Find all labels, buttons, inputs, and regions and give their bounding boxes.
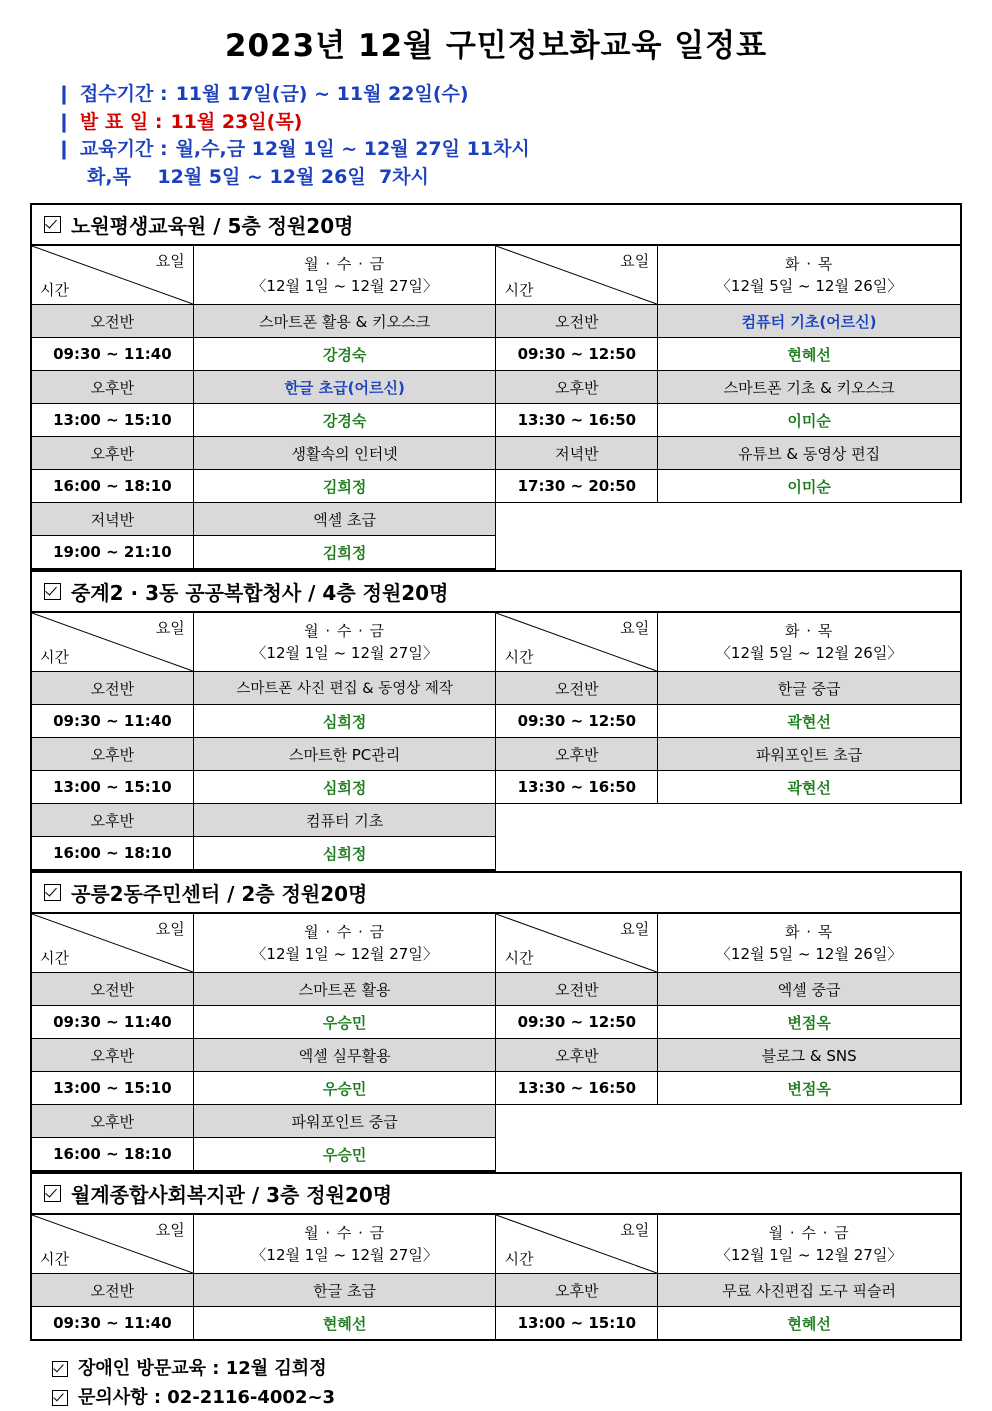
session-teacher: 현혜선	[193, 1307, 496, 1341]
session-course	[193, 1039, 496, 1072]
info-value-reception: 11월 17일(금) ~ 11월 22일(수)	[175, 83, 469, 105]
course-name: 엑셀 초급	[313, 510, 376, 529]
session-label: 오전반	[31, 305, 193, 338]
session-label: 오후반	[31, 1039, 193, 1072]
table-row	[31, 338, 961, 371]
footer-line-visit	[52, 1355, 962, 1382]
session-teacher: 심희정	[193, 837, 496, 871]
header-label-day: 요일	[620, 252, 650, 271]
session-course	[658, 973, 961, 1006]
table-row	[31, 771, 961, 804]
header-label-time: 시간	[504, 1250, 534, 1269]
section-header	[30, 871, 962, 912]
session-course	[658, 1274, 961, 1307]
schedule-section	[30, 203, 962, 570]
course-name: 스마트폰 사진 편집 & 동영상 제작	[236, 680, 453, 697]
header-days: 화 · 목	[784, 922, 834, 941]
header-diagonal-cell	[496, 913, 658, 973]
session-teacher: 우승민	[193, 1138, 496, 1172]
session-time: 09:30 ~ 11:40	[31, 705, 193, 738]
session-teacher: 곽현선	[658, 771, 961, 804]
session-teacher: 우승민	[193, 1006, 496, 1039]
header-day-range	[658, 1214, 961, 1274]
session-time: 16:00 ~ 18:10	[31, 470, 193, 503]
table-header-row	[31, 1214, 961, 1274]
session-time: 13:30 ~ 16:50	[496, 404, 658, 437]
table-header-row	[31, 245, 961, 305]
section-header	[30, 1172, 962, 1213]
session-teacher: 변점옥	[658, 1072, 961, 1105]
header-label-time: 시간	[504, 281, 534, 300]
table-row	[31, 738, 961, 771]
info-line-period	[56, 136, 962, 164]
session-time: 13:00 ~ 15:10	[496, 1307, 658, 1341]
session-course	[193, 973, 496, 1006]
table-row	[31, 1274, 961, 1307]
empty-cell	[496, 1105, 658, 1138]
course-name: 무료 사진편집 도구 픽슬러	[722, 1281, 896, 1300]
info-line-announcement	[56, 109, 962, 137]
header-days: 월 · 수 · 금	[304, 922, 386, 941]
session-course	[193, 804, 496, 837]
footer-text-contact: 문의사항 : 02-2116-4002~3	[78, 1387, 336, 1409]
course-name: 유튜브 & 동영상 편집	[738, 444, 881, 463]
empty-cell	[496, 503, 658, 536]
schedule-table	[30, 912, 962, 1172]
session-course	[193, 1105, 496, 1138]
session-course	[193, 738, 496, 771]
info-label-reception: 접수기간 :	[79, 83, 168, 105]
table-row	[31, 1006, 961, 1039]
session-course	[658, 1039, 961, 1072]
checkbox-icon	[44, 583, 61, 600]
session-teacher: 이미순	[658, 470, 961, 503]
table-row	[31, 437, 961, 470]
course-name: 엑셀 중급	[777, 980, 841, 999]
session-label: 저녁반	[496, 437, 658, 470]
session-label: 오전반	[31, 973, 193, 1006]
course-name: 스마트한 PC관리	[289, 745, 401, 764]
course-name: 스마트폰 기초 & 키오스크	[723, 378, 895, 397]
header-days: 월 · 수 · 금	[304, 621, 386, 640]
session-label: 오후반	[496, 371, 658, 404]
session-time: 13:00 ~ 15:10	[31, 771, 193, 804]
empty-cell	[658, 1105, 961, 1138]
session-teacher: 심희정	[193, 771, 496, 804]
footer-text-visit: 장애인 방문교육 : 12월 김희정	[78, 1358, 327, 1380]
header-date-range: 〈12월 1일 ~ 12월 27일〉	[251, 945, 438, 964]
table-row	[31, 672, 961, 705]
session-label: 오후반	[31, 437, 193, 470]
header-label-day: 요일	[155, 252, 185, 271]
checkbox-icon	[44, 216, 61, 233]
section-header	[30, 203, 962, 244]
schedule-table	[30, 611, 962, 871]
empty-cell	[658, 837, 961, 871]
table-row	[31, 973, 961, 1006]
header-date-range: 〈12월 1일 ~ 12월 27일〉	[715, 1246, 903, 1265]
schedule-table	[30, 1213, 962, 1341]
session-label: 저녁반	[31, 503, 193, 536]
header-date-range: 〈12월 5일 ~ 12월 26일〉	[715, 277, 903, 296]
session-course	[658, 437, 961, 470]
session-label: 오전반	[496, 672, 658, 705]
course-name: 스마트폰 활용	[298, 980, 391, 999]
header-diagonal-cell	[496, 245, 658, 305]
session-label: 오전반	[496, 305, 658, 338]
session-course	[658, 371, 961, 404]
header-date-range: 〈12월 1일 ~ 12월 27일〉	[251, 644, 438, 663]
schedule-table	[30, 244, 962, 570]
session-course	[193, 1274, 496, 1307]
info-block	[56, 81, 962, 191]
header-days: 화 · 목	[784, 621, 834, 640]
session-teacher: 현혜선	[658, 1307, 961, 1341]
header-day-range	[193, 245, 496, 305]
course-name: 컴퓨터 기초	[306, 811, 384, 830]
empty-cell	[496, 837, 658, 871]
section-header	[30, 570, 962, 611]
empty-cell	[658, 536, 961, 570]
empty-cell	[658, 804, 961, 837]
session-label: 오전반	[31, 1274, 193, 1307]
bullet-icon: ❙	[56, 83, 72, 105]
table-row	[31, 705, 961, 738]
footer-line-contact	[52, 1384, 962, 1411]
header-date-range: 〈12월 1일 ~ 12월 27일〉	[251, 277, 438, 296]
section-title: 중계2 · 3동 공공복합청사 / 4층 정원20명	[71, 581, 449, 606]
info-value-announcement: 11월 23일(목)	[170, 110, 303, 133]
course-name: 파워포인트 초급	[756, 745, 863, 764]
course-name: 한글 초급(어르신)	[284, 378, 405, 397]
header-days: 월 · 수 · 금	[304, 254, 386, 273]
empty-cell	[658, 1138, 961, 1172]
course-name: 컴퓨터 기초(어르신)	[741, 312, 877, 331]
header-label-day: 요일	[620, 920, 650, 939]
info-value-period: 월,수,금 12월 1일 ~ 12월 27일 11차시	[175, 138, 530, 161]
header-date-range: 〈12월 5일 ~ 12월 26일〉	[715, 644, 903, 663]
header-label-time: 시간	[40, 281, 69, 300]
session-course	[193, 503, 496, 536]
course-name: 한글 중급	[777, 679, 841, 698]
table-row	[31, 305, 961, 338]
table-row	[31, 536, 961, 570]
page-title: 2023년 12월 구민정보화교육 일정표	[224, 28, 768, 64]
schedule-section	[30, 570, 962, 871]
table-row	[31, 371, 961, 404]
course-name: 블로그 & SNS	[761, 1046, 857, 1065]
course-name: 한글 초급	[313, 1281, 376, 1300]
info-sub-period: 화,목 12월 5일 ~ 12월 26일 7차시	[87, 165, 429, 188]
header-days: 월 · 수 · 금	[304, 1223, 386, 1242]
header-day-range	[658, 612, 961, 672]
session-teacher: 강경숙	[193, 404, 496, 437]
section-title: 월계종합사회복지관 / 3층 정원20명	[71, 1183, 393, 1208]
session-teacher: 이미순	[658, 404, 961, 437]
header-label-time: 시간	[504, 648, 534, 667]
checkbox-icon	[44, 884, 61, 901]
header-label-day: 요일	[620, 619, 650, 638]
header-day-range	[193, 612, 496, 672]
header-days: 월 · 수 · 금	[768, 1223, 850, 1242]
session-time: 09:30 ~ 12:50	[496, 1006, 658, 1039]
session-label: 오후반	[496, 738, 658, 771]
header-diagonal-cell	[31, 1214, 193, 1274]
schedule-section	[30, 1172, 962, 1341]
session-teacher: 곽현선	[658, 705, 961, 738]
session-time: 09:30 ~ 11:40	[31, 1307, 193, 1341]
header-date-range: 〈12월 5일 ~ 12월 26일〉	[715, 945, 903, 964]
header-label-day: 요일	[620, 1221, 650, 1240]
session-teacher: 심희정	[193, 705, 496, 738]
info-line-reception	[56, 81, 962, 109]
session-label: 오후반	[496, 1039, 658, 1072]
table-row	[31, 837, 961, 871]
empty-cell	[496, 1138, 658, 1172]
session-time: 16:00 ~ 18:10	[31, 837, 193, 871]
table-row	[31, 503, 961, 536]
header-label-time: 시간	[504, 949, 534, 968]
header-diagonal-cell	[31, 612, 193, 672]
session-time: 13:00 ~ 15:10	[31, 404, 193, 437]
table-header-row	[31, 612, 961, 672]
session-time: 09:30 ~ 12:50	[496, 705, 658, 738]
bullet-icon: ❙	[56, 138, 72, 161]
course-name: 엑셀 실무활용	[298, 1046, 391, 1065]
info-label-period: 교육기간 :	[79, 138, 168, 161]
header-diagonal-cell	[31, 913, 193, 973]
session-teacher: 김희정	[193, 536, 496, 570]
header-days: 화 · 목	[784, 254, 834, 273]
empty-cell	[496, 804, 658, 837]
section-title: 공릉2동주민센터 / 2층 정원20명	[71, 882, 368, 907]
session-course	[193, 672, 496, 705]
session-time: 19:00 ~ 21:10	[31, 536, 193, 570]
session-label: 오전반	[496, 973, 658, 1006]
session-teacher: 김희정	[193, 470, 496, 503]
course-name: 생활속의 인터넷	[291, 444, 398, 463]
table-row	[31, 1072, 961, 1105]
info-label-announcement: 발 표 일 :	[79, 110, 163, 133]
session-label: 오후반	[496, 1274, 658, 1307]
header-diagonal-cell	[496, 612, 658, 672]
session-course	[658, 672, 961, 705]
header-date-range: 〈12월 1일 ~ 12월 27일〉	[251, 1246, 438, 1265]
table-row	[31, 1307, 961, 1341]
table-header-row	[31, 913, 961, 973]
section-title: 노원평생교육원 / 5층 정원20명	[71, 214, 354, 239]
table-row	[31, 470, 961, 503]
session-course	[658, 305, 961, 338]
session-course	[658, 738, 961, 771]
empty-cell	[658, 503, 961, 536]
session-time: 09:30 ~ 11:40	[31, 338, 193, 371]
header-label-day: 요일	[155, 619, 185, 638]
session-time: 09:30 ~ 11:40	[31, 1006, 193, 1039]
bullet-icon: ❙	[56, 110, 72, 133]
session-label: 오전반	[31, 672, 193, 705]
header-label-time: 시간	[40, 949, 69, 968]
session-label: 오후반	[31, 738, 193, 771]
header-label-day: 요일	[155, 1221, 185, 1240]
table-row	[31, 804, 961, 837]
session-teacher: 변점옥	[658, 1006, 961, 1039]
course-name: 파워포인트 중급	[291, 1112, 398, 1131]
session-time: 13:30 ~ 16:50	[496, 1072, 658, 1105]
session-teacher: 강경숙	[193, 338, 496, 371]
header-day-range	[658, 913, 961, 973]
session-time: 16:00 ~ 18:10	[31, 1138, 193, 1172]
header-label-time: 시간	[40, 648, 69, 667]
schedule-sections	[30, 203, 962, 1341]
header-label-day: 요일	[155, 920, 185, 939]
schedule-section	[30, 871, 962, 1172]
course-name: 스마트폰 활용 & 키오스크	[259, 312, 431, 331]
header-day-range	[658, 245, 961, 305]
empty-cell	[496, 536, 658, 570]
session-time: 17:30 ~ 20:50	[496, 470, 658, 503]
header-label-time: 시간	[40, 1250, 69, 1269]
session-time: 09:30 ~ 12:50	[496, 338, 658, 371]
session-label: 오후반	[31, 371, 193, 404]
table-row	[31, 404, 961, 437]
table-row	[31, 1105, 961, 1138]
header-diagonal-cell	[496, 1214, 658, 1274]
header-diagonal-cell	[31, 245, 193, 305]
session-course	[193, 305, 496, 338]
session-time: 13:30 ~ 16:50	[496, 771, 658, 804]
session-course	[193, 371, 496, 404]
session-teacher: 현혜선	[658, 338, 961, 371]
session-label: 오후반	[31, 1105, 193, 1138]
header-day-range	[193, 1214, 496, 1274]
checkbox-icon	[52, 1361, 68, 1377]
checkbox-icon	[52, 1390, 68, 1406]
checkbox-icon	[44, 1185, 61, 1202]
session-course	[193, 437, 496, 470]
table-row	[31, 1039, 961, 1072]
header-day-range	[193, 913, 496, 973]
session-teacher: 우승민	[193, 1072, 496, 1105]
session-label: 오후반	[31, 804, 193, 837]
session-time: 13:00 ~ 15:10	[31, 1072, 193, 1105]
table-row	[31, 1138, 961, 1172]
